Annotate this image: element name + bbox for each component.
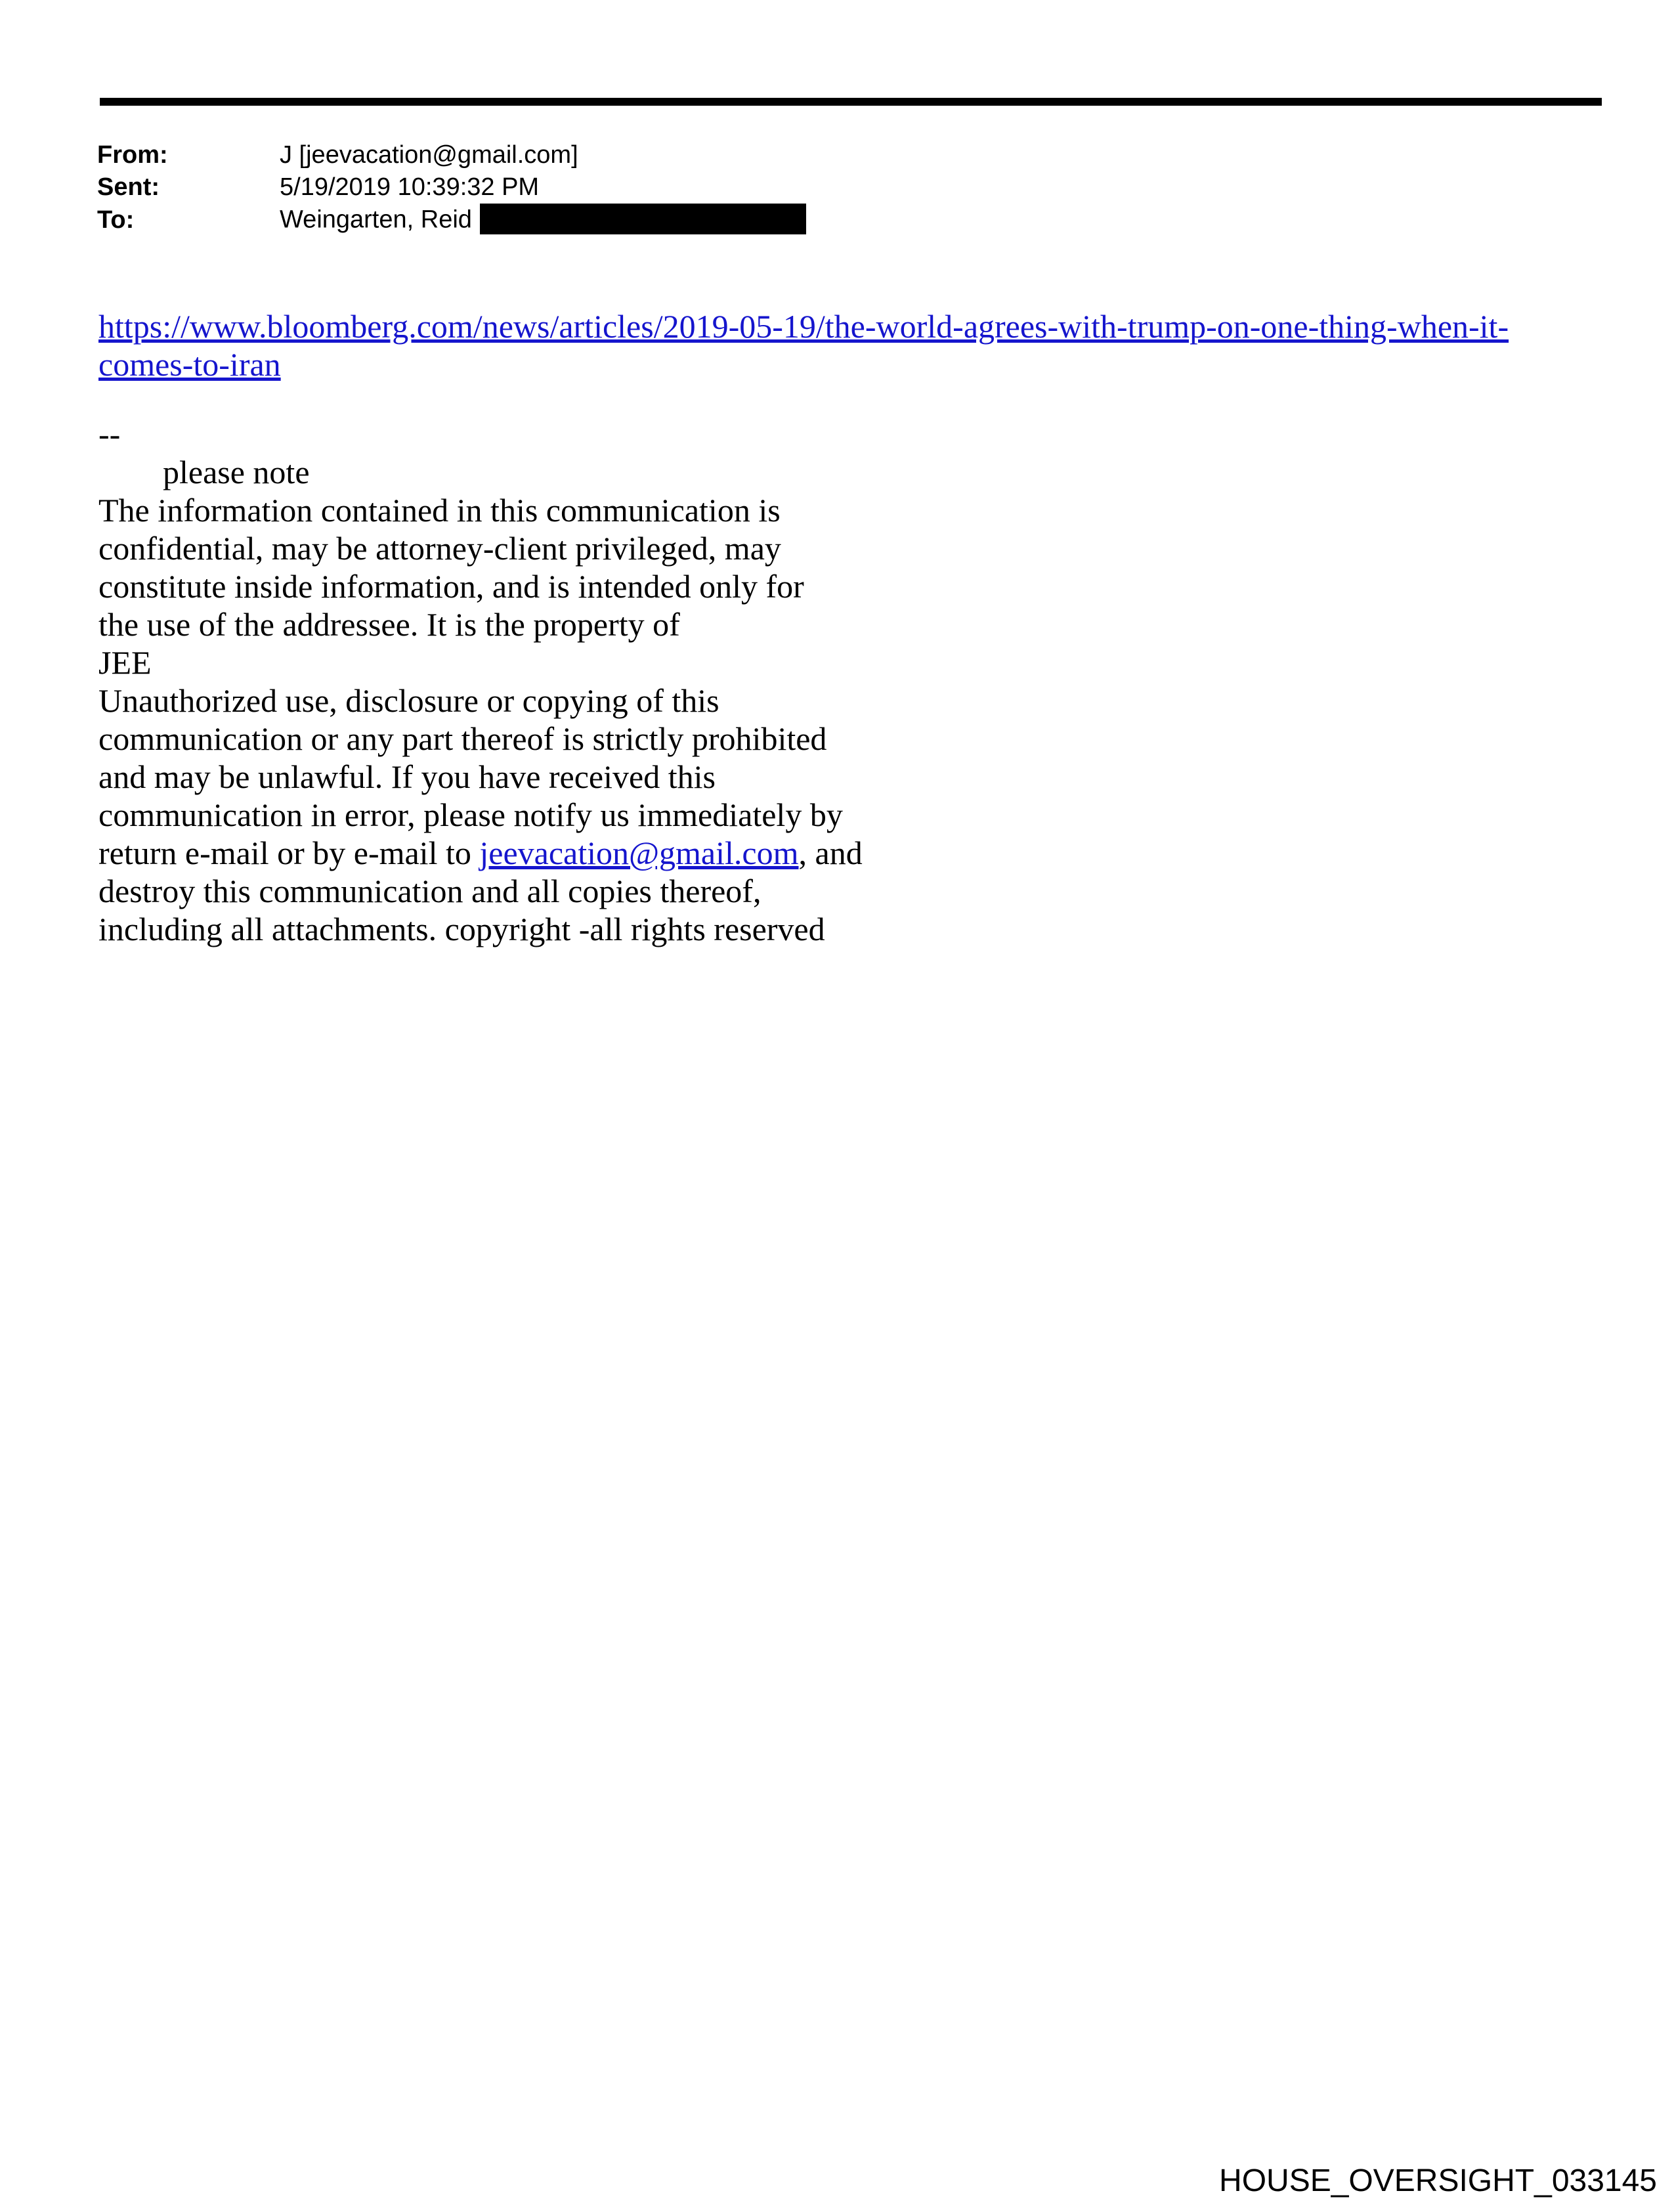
notify-email-prefix: return e-mail or by e-mail to xyxy=(98,835,480,871)
bates-number: HOUSE_OVERSIGHT_033145 xyxy=(1219,2163,1657,2198)
disclaimer-line: Unauthorized use, disclosure or copying of this xyxy=(98,682,719,719)
notify-email-link[interactable]: jeevacation@gmail.com xyxy=(479,835,799,871)
disclaimer-line: The information contained in this communication is xyxy=(98,492,781,529)
notify-email-line xyxy=(98,834,1018,872)
to-label: To: xyxy=(97,206,135,234)
sent-label: Sent: xyxy=(97,173,160,201)
from-value: J [jeevacation@gmail.com] xyxy=(280,141,578,169)
header-row-from xyxy=(97,139,806,171)
from-label: From: xyxy=(97,141,168,169)
disclaimer-line: including all attachments. copyright -all rights reserved xyxy=(98,911,825,947)
disclaimer-line: communication or any part thereof is strictly prohibited xyxy=(98,720,827,757)
disclaimer-line: communication in error, please notify us immediately by xyxy=(98,796,843,833)
to-value: Weingarten, Reid xyxy=(280,206,472,234)
disclaimer-line: destroy this communication and all copies thereof, xyxy=(98,873,762,909)
notify-email-suffix: , and xyxy=(798,835,863,871)
disclaimer-line: constitute inside information, and is intended only for xyxy=(98,568,804,605)
disclaimer-line: JEE xyxy=(98,644,152,681)
email-body xyxy=(98,415,1018,948)
header-row-to xyxy=(97,204,806,238)
bloomberg-link-line1: https://www.bloomberg.com/news/articles/2019-05-19/the-world-agrees-with-trump-on-one-thing-when-it- xyxy=(98,308,1509,345)
article-link-block xyxy=(98,307,1509,383)
bloomberg-link-line2: comes-to-iran xyxy=(98,346,281,383)
please-note-line: please note xyxy=(163,454,310,490)
disclaimer-line: the use of the addressee. It is the property of xyxy=(98,606,680,643)
header-divider-rule xyxy=(100,98,1602,106)
sent-value: 5/19/2019 10:39:32 PM xyxy=(280,173,540,201)
signature-divider: -- xyxy=(98,416,121,452)
redaction-bar xyxy=(480,204,806,234)
disclaimer-line: confidential, may be attorney-client privileged, may xyxy=(98,530,781,567)
disclaimer-line: and may be unlawful. If you have received this xyxy=(98,758,716,795)
bloomberg-article-link[interactable] xyxy=(98,307,1509,383)
header-row-sent xyxy=(97,171,806,204)
email-header-block xyxy=(97,139,806,238)
